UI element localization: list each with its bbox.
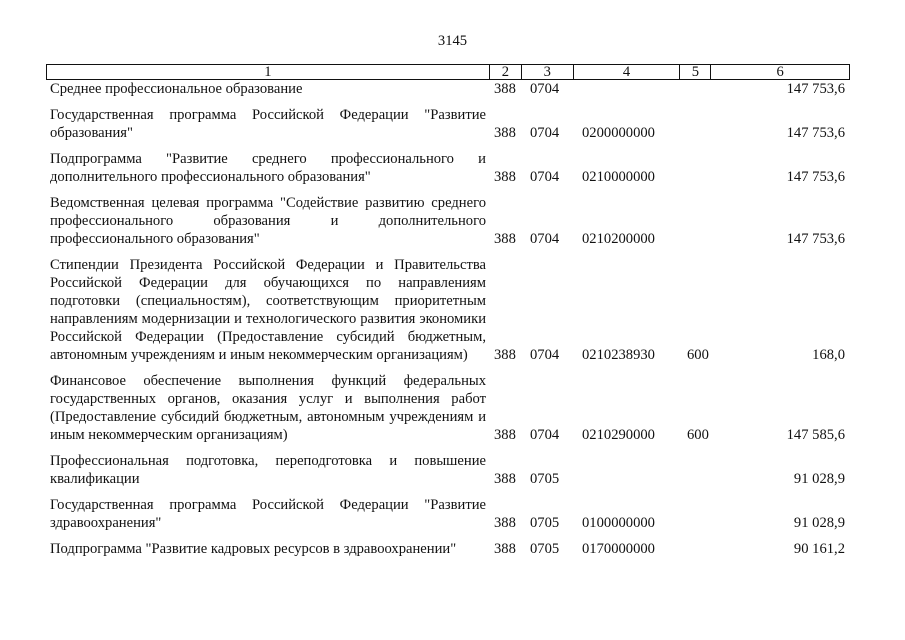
row-col-6: 147 753,6 [786, 81, 845, 97]
row-col-3: 0705 [530, 471, 560, 487]
row-name: Государственная программа Российской Федерации "Развитие образования" [50, 107, 486, 141]
row-col-5: 600 [687, 347, 709, 363]
header-col-3: 3 [522, 65, 574, 79]
row-col-3: 0705 [530, 541, 560, 557]
row-col-3: 0704 [530, 169, 560, 185]
row-col-4: 0210290000 [582, 427, 655, 443]
row-col-4: 0170000000 [582, 541, 655, 557]
row-col-4: 0210200000 [582, 231, 655, 247]
row-col-4: 0100000000 [582, 515, 655, 531]
row-col-2: 388 [494, 81, 516, 97]
row-col-6: 168,0 [812, 347, 845, 363]
table-row [46, 256, 850, 364]
row-col-2: 388 [494, 471, 516, 487]
row-col-6: 91 028,9 [793, 471, 845, 487]
row-name: Финансовое обеспечение выполнения функций федеральных государственных органов, оказания услуг и выполнения работ (Предоставление субсидий бюджетным, автономным учреждениям и иным некоммерческим организациям) [50, 373, 486, 443]
row-col-3: 0704 [530, 427, 560, 443]
row-name: Государственная программа Российской Федерации "Развитие здравоохранения" [50, 497, 486, 531]
row-col-2: 388 [494, 231, 516, 247]
table-row [46, 452, 850, 488]
row-col-3: 0704 [530, 231, 560, 247]
row-col-3: 0704 [530, 81, 560, 97]
table-row [46, 194, 850, 248]
budget-table [46, 64, 850, 566]
row-col-2: 388 [494, 427, 516, 443]
row-col-6: 147 585,6 [786, 427, 845, 443]
row-col-6: 91 028,9 [793, 515, 845, 531]
row-col-3: 0704 [530, 347, 560, 363]
row-col-2: 388 [494, 347, 516, 363]
row-name: Среднее профессиональное образование [50, 81, 303, 97]
row-col-6: 90 161,2 [793, 541, 845, 557]
row-name: Подпрограмма "Развитие среднего профессионального и дополнительного профессионального образования" [50, 151, 486, 185]
row-col-6: 147 753,6 [786, 231, 845, 247]
row-col-5: 600 [687, 427, 709, 443]
table-row [46, 106, 850, 142]
header-col-6: 6 [776, 64, 784, 80]
row-col-4: 0210000000 [582, 169, 655, 185]
row-name: Стипендии Президента Российской Федерации и Правительства Российской Федерации для обучающихся по направлениям подготовки (специальностям), соответствующим приоритетным направлениям модернизации и технологического развития экономики Российской Федерации (Предоставление субсидий бюджетным, автономным учреждениям и иным некоммерческим организациям) [50, 257, 486, 363]
row-col-4: 0200000000 [582, 125, 655, 141]
row-name: Профессиональная подготовка, переподготовка и повышение квалификации [50, 453, 486, 487]
table-row [46, 80, 850, 98]
header-col-2: 2 [490, 65, 522, 79]
table-row [46, 150, 850, 186]
row-col-6: 147 753,6 [786, 169, 845, 185]
row-col-6: 147 753,6 [786, 125, 845, 141]
header-col-4: 4 [574, 65, 681, 79]
row-col-2: 388 [494, 125, 516, 141]
header-col-1: 1 [47, 65, 490, 79]
row-name: Ведомственная целевая программа "Содействие развитию среднего профессионального образования и дополнительного профессионального образования" [50, 195, 486, 247]
row-col-4: 0210238930 [582, 347, 655, 363]
table-row [46, 496, 850, 532]
row-col-3: 0704 [530, 125, 560, 141]
page-number: 3145 [437, 33, 468, 49]
row-col-3: 0705 [530, 515, 560, 531]
header-col-5: 5 [680, 65, 711, 79]
row-name: Подпрограмма "Развитие кадровых ресурсов в здравоохранении" [50, 541, 457, 557]
table-row [46, 540, 850, 558]
row-col-2: 388 [494, 541, 516, 557]
row-col-2: 388 [494, 515, 516, 531]
row-col-2: 388 [494, 169, 516, 185]
table-header [46, 64, 850, 80]
table-row [46, 372, 850, 444]
